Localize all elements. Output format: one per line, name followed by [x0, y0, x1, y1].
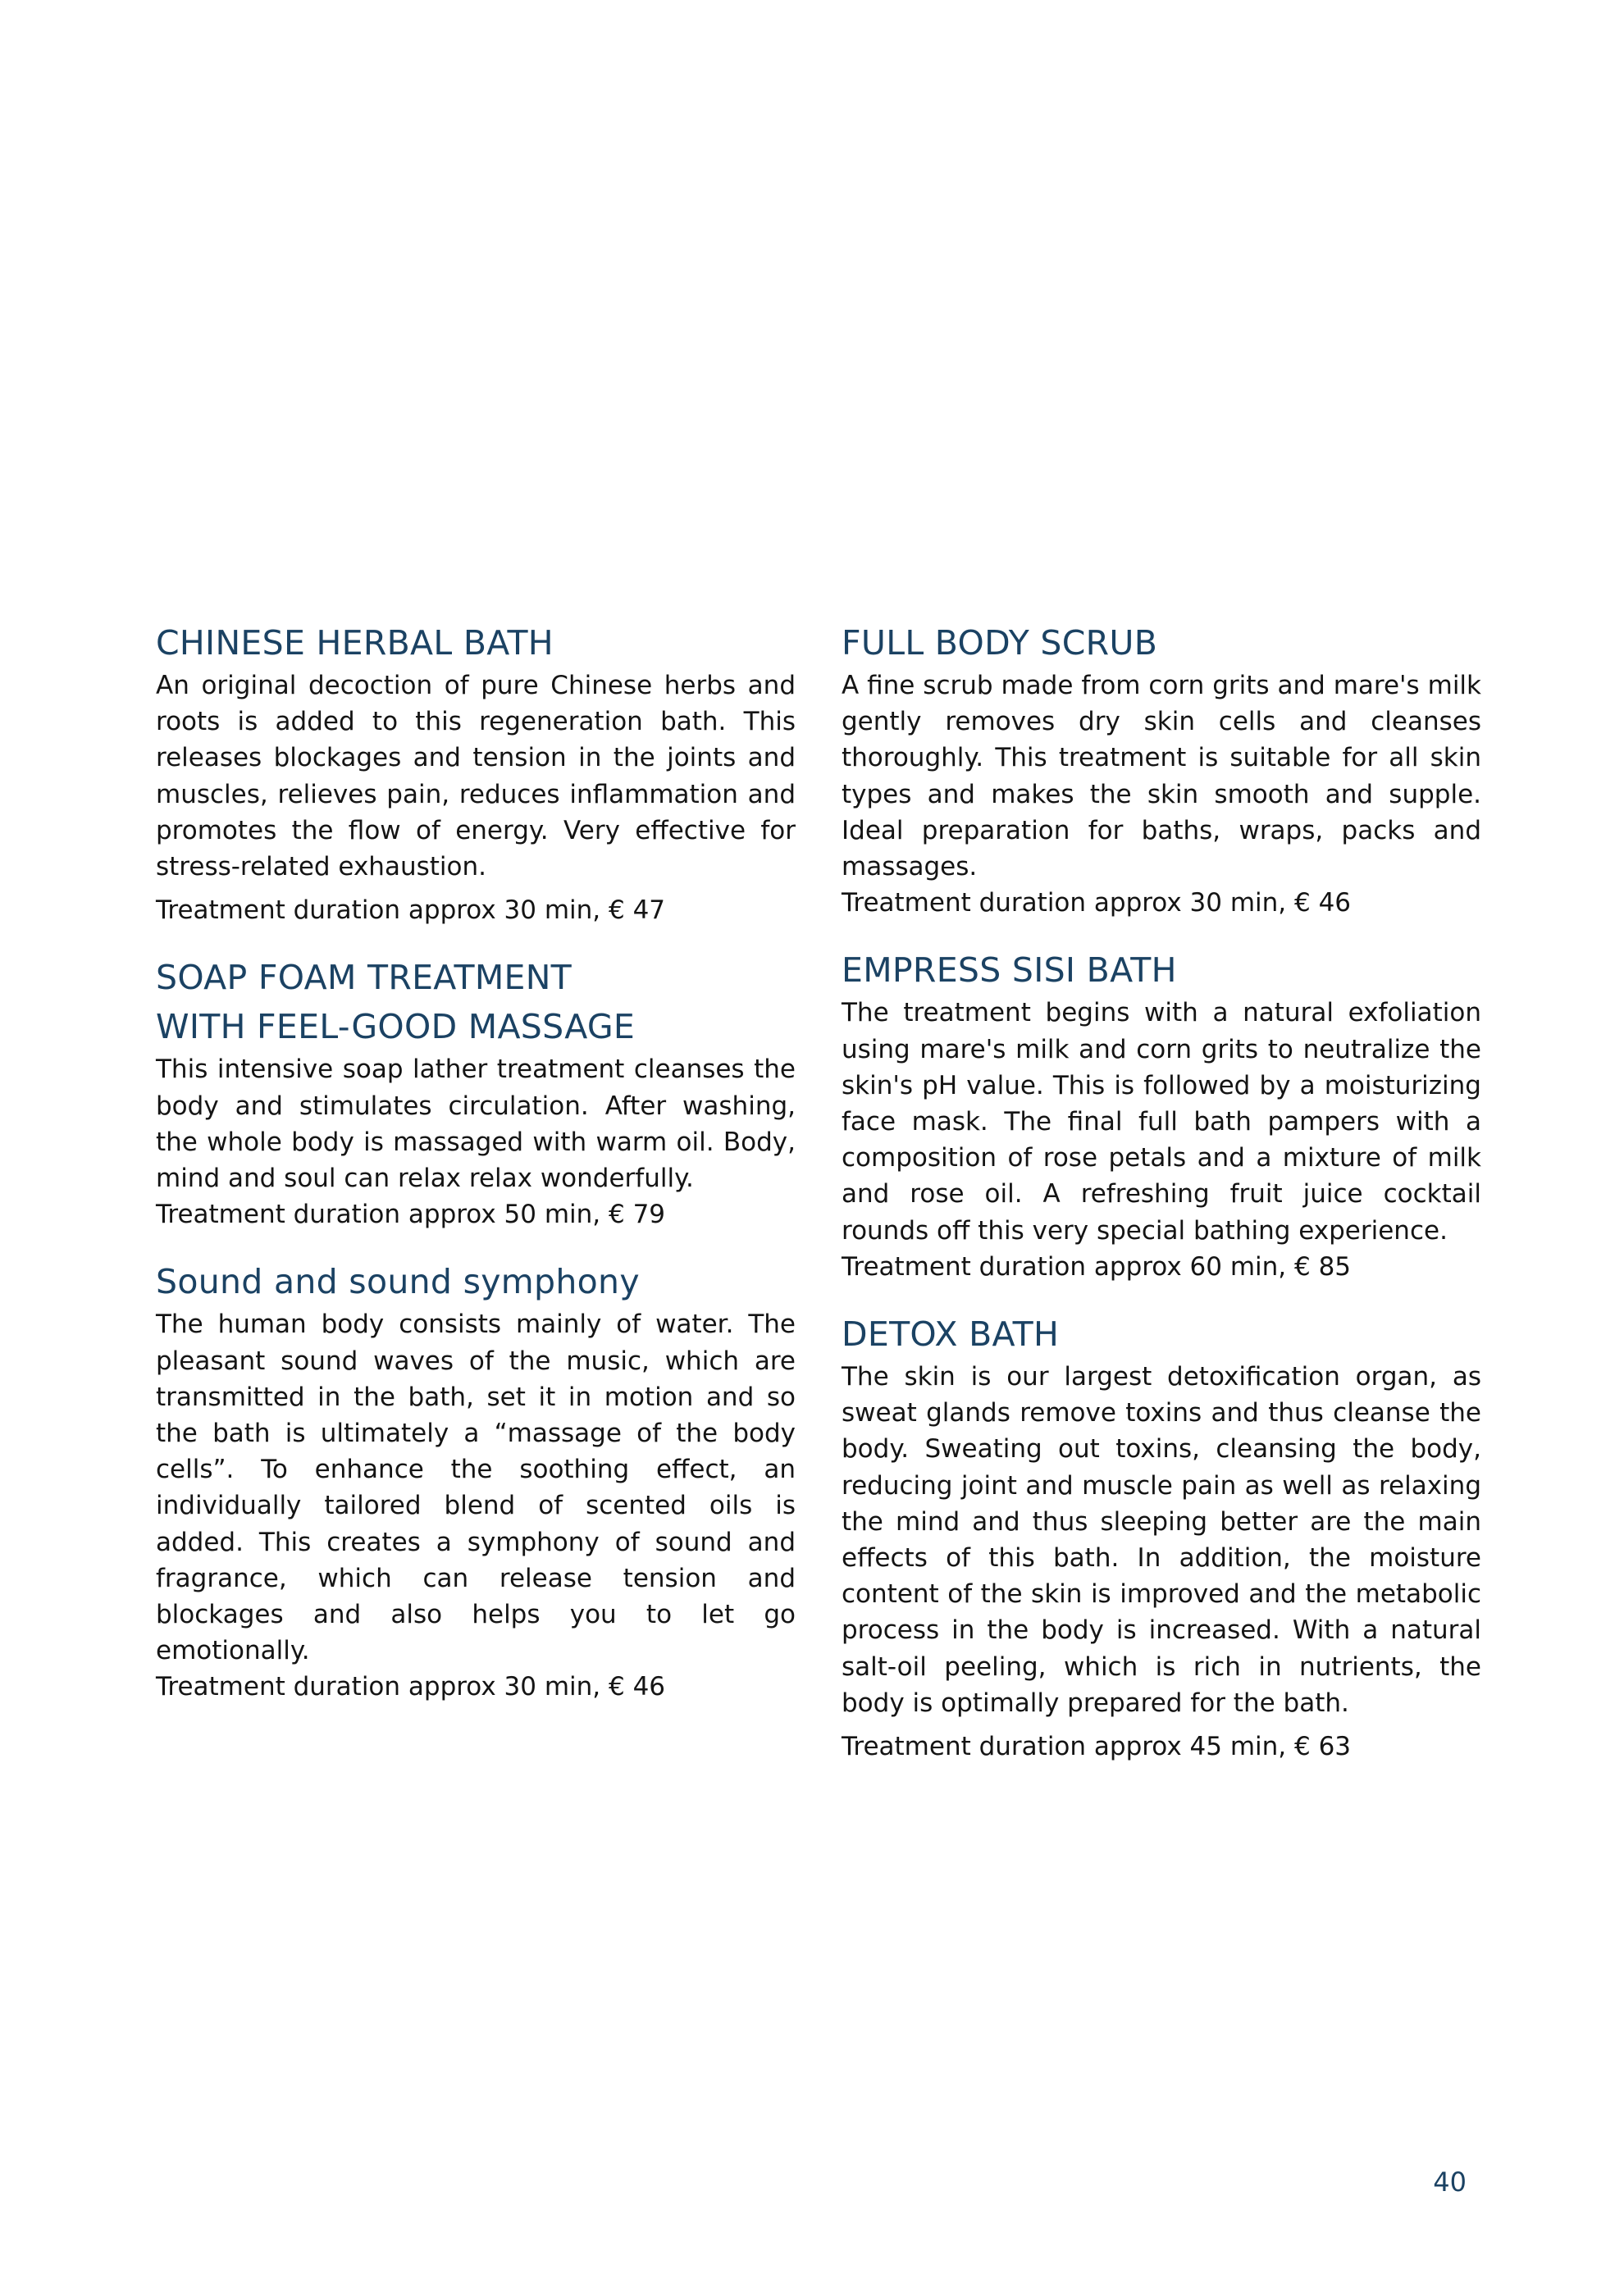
right-column — [842, 618, 1481, 1765]
chinese-herbal-bath-duration: Treatment duration approx 30 min, € 47 — [156, 895, 666, 926]
empress-sisi-bath-title: EMPRESS SISI BATH — [842, 950, 1177, 991]
soap-foam-treatment-description: This intensive soap lather treatment cleanses the body and stimulates circulation. After washing, the whole body is massaged with warm oil. Body, mind and soul can relax relax wonderfully. — [156, 1055, 796, 1194]
sound-symphony-duration: Treatment duration approx 30 min, € 46 — [156, 1672, 666, 1702]
soap-foam-title-line-1: SOAP FOAM TREATMENT — [156, 958, 573, 998]
soap-foam-title-line-2: WITH FEEL-GOOD MASSAGE — [156, 1007, 636, 1047]
detox-bath-duration: Treatment duration approx 45 min, € 63 — [842, 1732, 1352, 1762]
soap-foam-treatment-duration: Treatment duration approx 50 min, € 79 — [156, 1200, 666, 1230]
full-body-scrub-section — [842, 618, 1481, 921]
left-column — [156, 618, 796, 1706]
chinese-herbal-bath-description: An original decoction of pure Chinese herbs and roots is added to this regeneration bath. This releases blockages and tension in the joints and muscles, relieves pain, reduces inflammation and promotes the flow of energy. Very effective for stress-related exhaustion. — [156, 671, 796, 882]
sound-symphony-description: The human body consists mainly of water. The pleasant sound waves of the music, which are transmitted in the bath, set it in motion and so the bath is ultimately a “massage of the body cells”. To enhance the soothing effect, an individually tailored blend of scented oils is added. This creates a symphony of sound and fragrance, which can release tension and blockages and also helps you to let go emotionally. — [156, 1310, 796, 1666]
full-body-scrub-duration: Treatment duration approx 30 min, € 46 — [842, 888, 1352, 918]
detox-bath-title: DETOX BATH — [842, 1314, 1060, 1355]
detox-bath-description: The skin is our largest detoxification organ, as sweat glands remove toxins and thus cleanse the body. Sweating out toxins, cleansing the body, reducing joint and muscle pain as well as relaxing the mind and thus sleeping better are the main effects of this bath. In addition, the moisture content of the skin is improved and the metabolic process in the body is increased. With a natural salt-oil peeling, which is rich in nutrients, the body is optimally prepared for the bath. — [842, 1362, 1481, 1718]
chinese-herbal-bath-title: CHINESE HERBAL BATH — [156, 623, 554, 663]
sound-symphony-section — [156, 1257, 796, 1705]
soap-foam-treatment-title — [156, 953, 796, 1051]
soap-foam-treatment-section — [156, 953, 796, 1232]
full-body-scrub-description: A fine scrub made from corn grits and mare's milk gently removes dry skin cells and cleanses thoroughly. This treatment is suitable for all skin types and makes the skin smooth and supple. Ideal preparation for baths, wraps, packs and massages. — [842, 671, 1481, 882]
chinese-herbal-bath-section — [156, 618, 796, 928]
page-number: 40 — [1433, 2166, 1467, 2198]
empress-sisi-bath-section — [842, 945, 1481, 1285]
detox-bath-section — [842, 1310, 1481, 1765]
empress-sisi-bath-duration: Treatment duration approx 60 min, € 85 — [842, 1251, 1352, 1282]
sound-symphony-title: Sound and sound symphony — [156, 1262, 640, 1302]
full-body-scrub-title: FULL BODY SCRUB — [842, 623, 1158, 663]
empress-sisi-bath-description: The treatment begins with a natural exfoliation using mare's milk and corn grits to neutralize the skin's pH value. This is followed by a moisturizing face mask. The final full bath pampers with a composition of rose petals and a mixture of milk and rose oil. A refreshing fruit juice cocktail rounds off this very special bathing experience. — [842, 998, 1481, 1246]
